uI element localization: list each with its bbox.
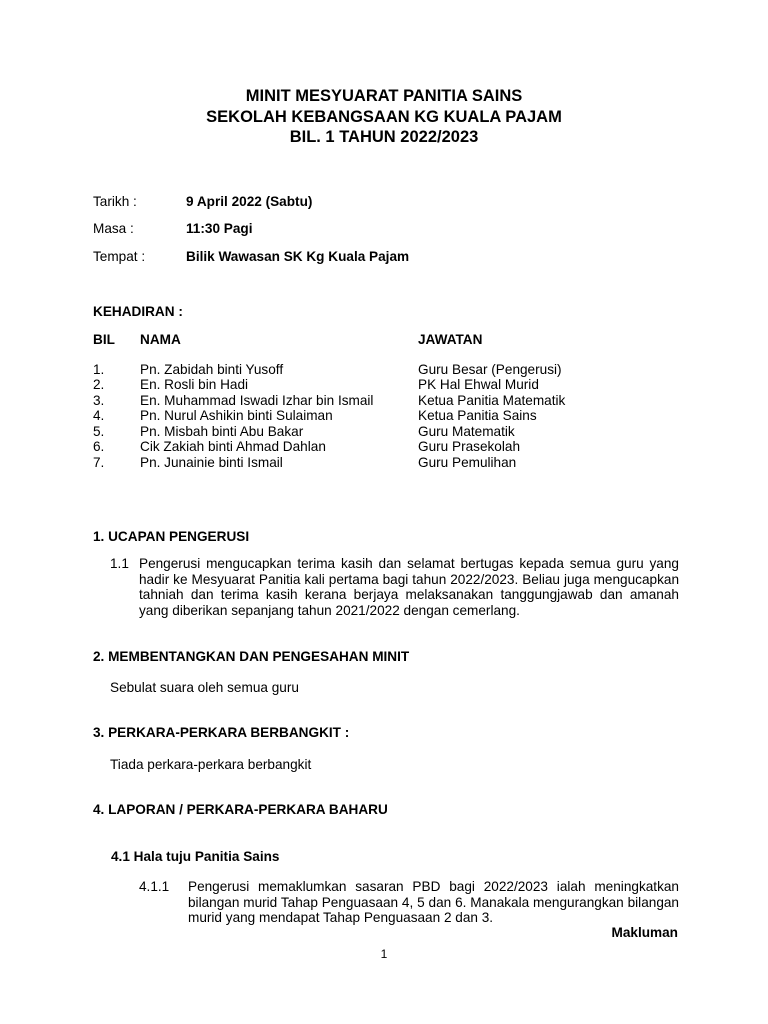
section-4-heading: 4. LAPORAN / PERKARA-PERKARA BAHARU <box>93 802 388 817</box>
row-bil: 3. <box>93 393 105 408</box>
title-line-2: SEKOLAH KEBANGSAAN KG KUALA PAJAM <box>206 108 562 126</box>
place-value: Bilik Wawasan SK Kg Kuala Pajam <box>186 249 410 264</box>
row-bil: 4. <box>93 408 105 423</box>
row-jawatan: PK Hal Ehwal Murid <box>418 377 539 392</box>
row-jawatan: Guru Besar (Pengerusi) <box>418 362 562 377</box>
date-value: 9 April 2022 (Sabtu) <box>186 194 313 209</box>
attendance-heading: KEHADIRAN : <box>93 304 183 319</box>
row-nama: Pn. Misbah binti Abu Bakar <box>140 424 304 439</box>
column-header-bil: BIL <box>93 332 115 347</box>
row-nama: En. Rosli bin Hadi <box>140 377 249 392</box>
row-jawatan: Guru Pemulihan <box>418 455 517 470</box>
section-3-heading: 3. PERKARA-PERKARA BERBANGKIT : <box>93 725 350 740</box>
row-nama: Cik Zakiah binti Ahmad Dahlan <box>140 439 326 454</box>
row-jawatan: Ketua Panitia Matematik <box>418 393 566 408</box>
column-header-jawatan: JAWATAN <box>418 332 483 347</box>
place-label: Tempat : <box>93 249 146 264</box>
title-line-1: MINIT MESYUARAT PANITIA SAINS <box>245 87 523 105</box>
action-note: Makluman <box>611 925 678 940</box>
section-3-text: Tiada perkara-perkara berbangkit <box>110 757 312 772</box>
row-bil: 1. <box>93 362 105 377</box>
section-2-heading: 2. MEMBENTANGKAN DAN PENGESAHAN MINIT <box>93 649 410 664</box>
section-1-1-number: 1.1 <box>110 556 129 571</box>
row-bil: 2. <box>93 377 105 392</box>
date-label: Tarikh : <box>93 194 137 209</box>
row-nama: Pn. Zabidah binti Yusoff <box>140 362 284 377</box>
section-4-1-heading: 4.1 Hala tuju Panitia Sains <box>111 849 280 864</box>
time-value: 11:30 Pagi <box>186 221 253 236</box>
row-jawatan: Guru Matematik <box>418 424 515 439</box>
row-nama: En. Muhammad Iswadi Izhar bin Ismail <box>140 393 374 408</box>
section-4-1-1-paragraph: Pengerusi memaklumkan sasaran PBD bagi 2022/2023 ialah meningkatkan bilangan murid Tahap Penguasaan 4, 5 dan 6. Manakala mengurangkan bilangan murid yang mendapat Tahap Penguasaan 2 dan 3. <box>188 879 679 926</box>
section-1-1-paragraph: Pengerusi mengucapkan terima kasih dan selamat bertugas kepada semua guru yang hadir ke Mesyuarat Panitia kali pertama bagi tahun 2022/2023. Beliau juga mengucapkan tahniah dan terima kasih kerana berjaya melaksanakan tanggungjawab dan amanah yang diberikan sepanjang tahun 2021/2022 dengan cemerlang. <box>139 556 679 618</box>
row-jawatan: Guru Prasekolah <box>418 439 521 454</box>
section-2-text: Sebulat suara oleh semua guru <box>110 680 299 695</box>
row-jawatan: Ketua Panitia Sains <box>418 408 537 423</box>
title-line-3: BIL. 1 TAHUN 2022/2023 <box>289 128 479 146</box>
row-bil: 6. <box>93 439 105 454</box>
page-number: 1 <box>380 947 388 961</box>
section-4-1-1-number: 4.1.1 <box>139 879 170 894</box>
section-1-heading: 1. UCAPAN PENGERUSI <box>93 529 250 544</box>
time-label: Masa : <box>93 221 134 236</box>
row-bil: 5. <box>93 424 105 439</box>
row-nama: Pn. Nurul Ashikin binti Sulaiman <box>140 408 333 423</box>
row-nama: Pn. Junainie binti Ismail <box>140 455 283 470</box>
row-bil: 7. <box>93 455 105 470</box>
column-header-nama: NAMA <box>140 332 181 347</box>
